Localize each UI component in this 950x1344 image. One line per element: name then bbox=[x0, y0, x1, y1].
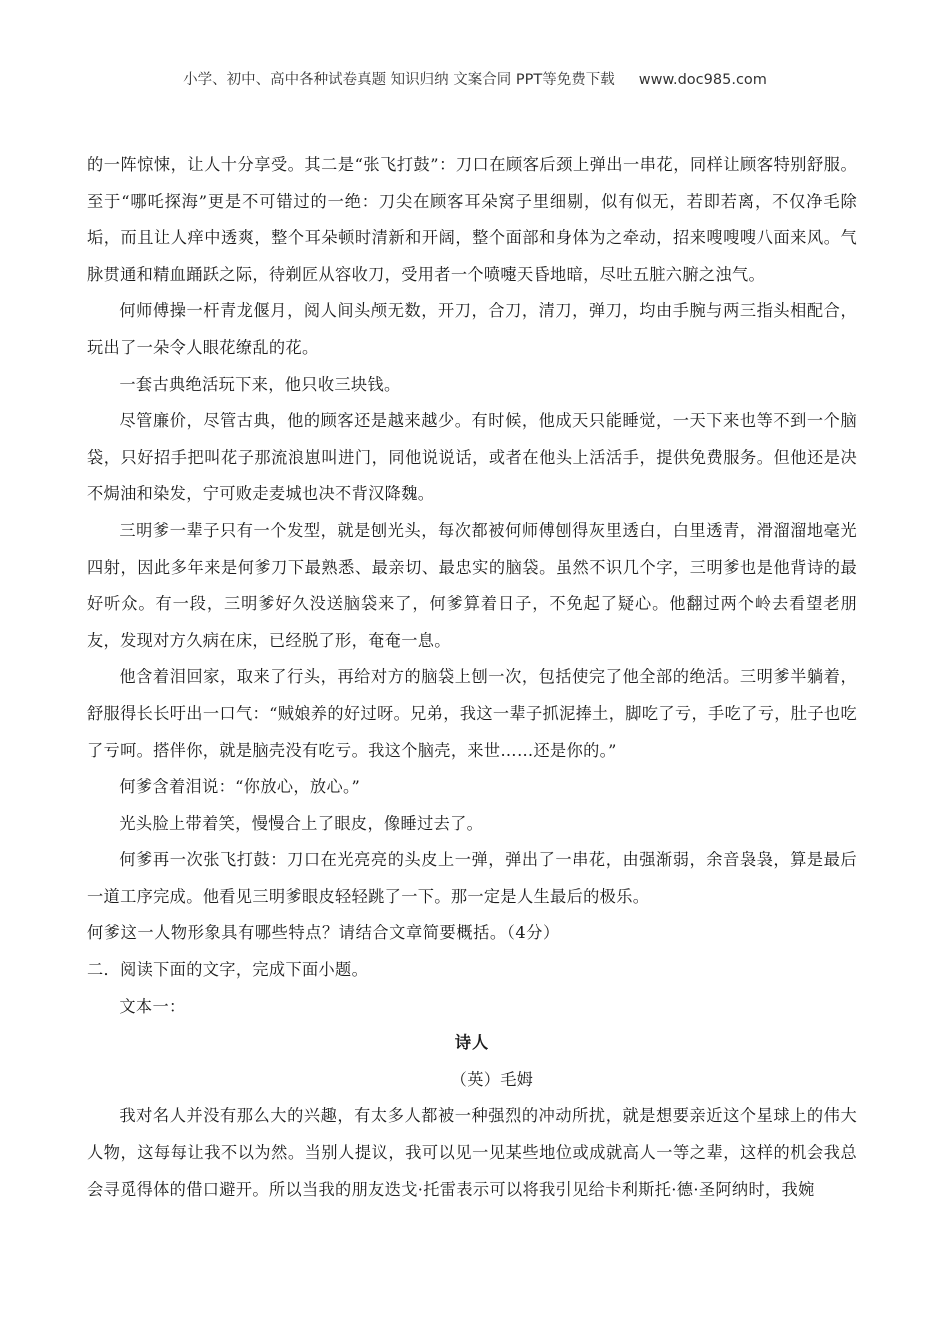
paragraph-4: 尽管廉价，尽管古典，他的顾客还是越来越少。有时候，他成天只能睡觉，一天下来也等不到一个脑袋，只好招手把叫花子那流浪崽叫进门，同他说说话，或者在他头上活活手，提供免费服务。但他还是决不焗油和染发，宁可败走麦城也决不背汉降魏。 bbox=[87, 411, 857, 504]
article-title: 诗人 bbox=[454, 1033, 490, 1053]
text-label: 文本一： bbox=[119, 996, 186, 1016]
paragraph-8: 光头脸上带着笑，慢慢合上了眼皮，像睡过去了。 bbox=[119, 813, 484, 833]
question: 何爹这一人物形象具有哪些特点？请结合文章简要概括。（4分） bbox=[87, 923, 560, 943]
page-header bbox=[0, 68, 950, 89]
paragraph-2: 何师傅操一杆青龙偃月，阅人间头颅无数，开刀，合刀，清刀，弹刀，均由手腕与两三指头相配合，玩出了一朵令人眼花缭乱的花。 bbox=[87, 301, 857, 357]
document-body bbox=[87, 147, 857, 1208]
paragraph-6: 他含着泪回家，取来了行头，再给对方的脑袋上刨一次，包括使完了他全部的绝活。三明爹半躺着，舒服得长长吁出一口气：“贼娘养的好过呀。兄弟，我这一辈子抓泥捧土，脚吃了亏，手吃了亏，肚子也吃了亏呵。搭伴你，就是脑壳没有吃亏。我这个脑壳，来世……还是你的。” bbox=[87, 667, 857, 760]
paragraph-7: 何爹含着泪说：“你放心，放心。” bbox=[119, 777, 361, 797]
paragraph-5: 三明爹一辈子只有一个发型，就是刨光头，每次都被何师傅刨得灰里透白，白里透青，滑溜溜地毫光四射，因此多年来是何爹刀下最熟悉、最亲切、最忠实的脑袋。虽然不识几个字，三明爹也是他背诗的最好听众。有一段，三明爹好久没送脑袋来了，何爹算着日子，不免起了疑心。他翻过两个岭去看望老朋友，发现对方久病在床，已经脱了形，奄奄一息。 bbox=[87, 520, 857, 650]
header-text: 小学、初中、高中各种试卷真题 知识归纳 文案合同 PPT等免费下载 bbox=[183, 72, 615, 88]
section-heading: 二．阅读下面的文字，完成下面小题。 bbox=[87, 960, 369, 980]
article-author: （英）毛姆 bbox=[450, 1069, 534, 1089]
article-paragraph-1: 我对名人并没有那么大的兴趣，有太多人都被一种强烈的冲动所扰，就是想要亲近这个星球上的伟大人物，这每每让我不以为然。当别人提议，我可以见一见某些地位或成就高人一等之辈，这样的机会我总会寻觅得体的借口避开。所以当我的朋友迭戈·托雷表示可以将我引见给卡利斯托·德·圣阿纳时，我婉 bbox=[87, 1106, 857, 1199]
paragraph-1: 的一阵惊悚，让人十分享受。其二是“张飞打鼓”：刀口在顾客后颈上弹出一串花，同样让顾客特别舒服。至于“哪吒探海”更是不可错过的一绝：刀尖在顾客耳朵窝子里细剔，似有似无，若即若离，不仅净毛除垢，而且让人痒中透爽，整个耳朵顿时清新和开阔，整个面部和身体为之牵动，招来嗖嗖嗖八面来风。气脉贯通和精血踊跃之际，待剃匠从容收刀，受用者一个喷嚏天昏地暗，尽吐五脏六腑之浊气。 bbox=[87, 155, 857, 284]
paragraph-9: 何爹再一次张飞打鼓：刀口在光亮亮的头皮上一弹，弹出了一串花，由强渐弱，余音袅袅，算是最后一道工序完成。他看见三明爹眼皮轻轻跳了一下。那一定是人生最后的极乐。 bbox=[87, 850, 857, 906]
paragraph-3: 一套古典绝活玩下来，他只收三块钱。 bbox=[119, 374, 401, 394]
header-site-link[interactable]: www.doc985.com bbox=[638, 72, 767, 88]
